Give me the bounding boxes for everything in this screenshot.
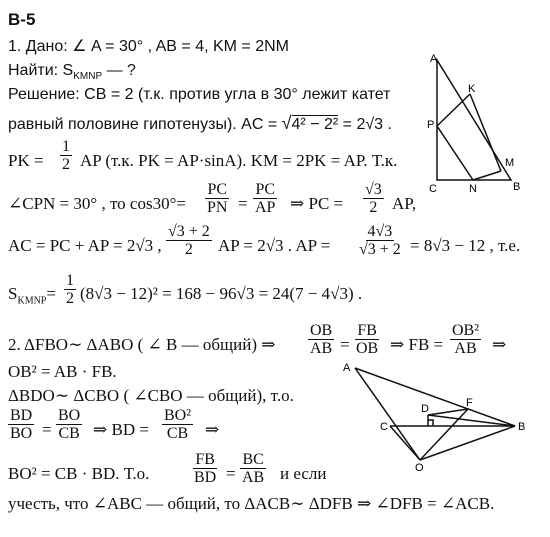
p1-ap-result: = 8√3 − 12 , т.е. [410, 236, 521, 255]
frac-den: AB [242, 469, 265, 486]
fraction-area-half [64, 272, 76, 307]
fig2-label-b: B [518, 421, 526, 433]
frac-num: FB [357, 322, 377, 339]
fraction-pc-ap [253, 181, 277, 216]
figure-triangle-kmnp [425, 52, 525, 197]
fig1-label-a: A [430, 53, 438, 65]
p2-eq3: = [226, 464, 236, 483]
fraction-pc-pn [205, 181, 229, 216]
p1-eq: = [238, 194, 248, 213]
p2-line2: OB² = AB · FB. [8, 362, 117, 381]
p1-given: 1. Дано: ∠ A = 30° , AB = 4, KM = 2NM [8, 38, 289, 55]
p1-find-q: — ? [102, 62, 136, 79]
fraction-fb-bd [192, 451, 218, 486]
p1-area-label [8, 284, 56, 306]
frac-den: 2 [66, 290, 74, 307]
frac-num: FB [195, 451, 215, 468]
frac-den: OB [356, 340, 379, 357]
p1-sol2-root: 4² − 2² [291, 116, 339, 133]
p2-arrow1: ⇒ [492, 335, 507, 354]
frac-den: CB [58, 425, 80, 442]
frac-num: BC [242, 451, 264, 468]
p1-sol2-result: = 2√3 . [338, 116, 392, 133]
fig1-label-k: K [468, 83, 476, 95]
frac-den: CB [166, 425, 189, 442]
frac-den: AP [255, 199, 276, 216]
p2-bd-eq: ⇒ BD = [93, 420, 149, 439]
frac-num: √3 + 2 [168, 223, 210, 240]
frac-num: PC [255, 181, 276, 198]
fraction-bo-cb [56, 407, 82, 442]
fig2-label-d: D [421, 403, 429, 415]
p2-line6: учесть, что ∠ABC — общий, то ΔACB∼ ΔDFB ⇒ ∠DFB = ∠ACB. [8, 494, 495, 513]
frac-den: AB [454, 340, 477, 357]
p1-cos-label: ∠CPN = 30° , то cos30°= [8, 194, 186, 213]
fraction-one-half [60, 138, 72, 173]
fig1-label-m: M [505, 157, 515, 169]
frac-num: OB [310, 322, 333, 339]
frac-den: AB [310, 340, 333, 357]
fraction-root3-over-2 [363, 181, 384, 216]
fig1-label-n: N [469, 183, 477, 195]
frac-num: 4√3 [367, 223, 393, 240]
p2-if-text: и если [280, 464, 327, 483]
p2-line3: ΔBDO∼ ΔCBO ( ∠CBO — общий), т.о. [8, 386, 294, 405]
fig2-label-f: F [466, 397, 473, 409]
fraction-bd-bo [8, 407, 34, 442]
p1-area-result: (8√3 − 12)² = 168 − 96√3 = 24(7 − 4√3) . [80, 284, 363, 303]
frac-num: BO² [164, 407, 192, 424]
area-s: S [8, 284, 18, 303]
p1-ap-suffix: AP, [392, 194, 417, 213]
frac-num: 1 [62, 138, 70, 155]
frac-den: BO [10, 425, 33, 442]
p1-pk-label: PK = [8, 151, 44, 170]
frac-num: PC [207, 181, 228, 198]
area-sub: KMNP [17, 295, 47, 307]
p2-fb-eq: ⇒ FB = [390, 335, 444, 354]
fraction-bo2-cb [162, 407, 193, 442]
area-eq: = [46, 284, 56, 303]
frac-den: 2 [184, 241, 193, 258]
p1-ap-equation: AP = 2√3 . AP = [218, 236, 331, 255]
frac-num: BO [58, 407, 81, 424]
p2-eq2: = [42, 420, 52, 439]
p1-solution-line1: Решение: CB = 2 (т.к. против угла в 30° лежит катет [8, 86, 391, 103]
frac-num: BD [10, 407, 33, 424]
frac-den: BD [194, 469, 217, 486]
p1-pk-rest: AP (т.к. PK = AP·sinA). KM = 2PK = AP. Т.к. [80, 151, 398, 170]
fraction-bc-ab [240, 451, 266, 486]
p1-find-sub: KMNP [73, 71, 103, 83]
page-title: B-5 [8, 10, 36, 29]
figure-triangle-abo [335, 360, 545, 472]
fraction-ob-ab [308, 322, 334, 357]
fig2-label-a: A [343, 362, 351, 374]
frac-num: 1 [66, 272, 74, 289]
p1-sol2-text: равный половине гипотенузы). AC = [8, 116, 282, 133]
p1-solution-line2: равный половине гипотенузы). AC = √4² − 2² = 2√3 . [8, 113, 392, 133]
frac-den: PN [207, 199, 228, 216]
fraction-root3-plus2-over-2 [166, 223, 212, 258]
fraction-ob2-ab [450, 322, 481, 357]
p1-pc-eq: ⇒ PC = [290, 194, 344, 213]
fig1-label-b: B [513, 181, 521, 193]
p1-ac-sum: AC = PC + AP = 2√3 , [8, 236, 162, 255]
p1-find [8, 62, 136, 82]
p2-arrow2: ⇒ [205, 420, 220, 439]
fig1-label-c: C [429, 183, 437, 195]
fig2-label-o: O [415, 462, 424, 472]
p2-eq1: = [340, 335, 350, 354]
p2-line5: BO² = CB · BD. Т.о. [8, 464, 150, 483]
fig1-label-p: P [427, 119, 435, 131]
fraction-4root3-over-root3plus2 [357, 223, 403, 258]
frac-den: 2 [369, 199, 378, 216]
fraction-fb-ob [354, 322, 380, 357]
fig2-label-c: C [380, 421, 388, 433]
frac-num: OB² [452, 322, 480, 339]
frac-num: √3 [365, 181, 382, 198]
p1-find-label: Найти: S [8, 62, 74, 79]
frac-den: √3 + 2 [359, 241, 401, 258]
p2-line1: 2. ΔFBO∼ ΔABO ( ∠ B — общий) ⇒ [8, 335, 276, 354]
frac-den: 2 [62, 156, 70, 173]
